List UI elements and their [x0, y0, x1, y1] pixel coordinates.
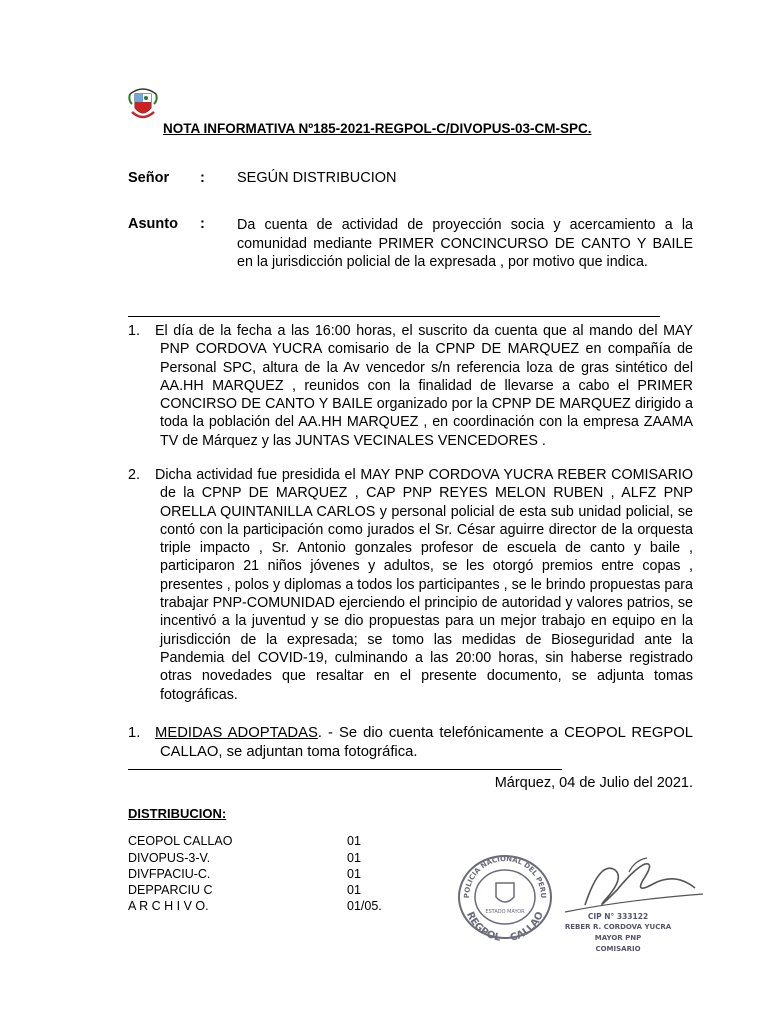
distribucion-row — [128, 834, 408, 851]
distribucion-name: DIVFPACIU-C. — [128, 867, 211, 881]
distribucion-qty: 01 — [347, 867, 361, 881]
svg-text:ESTADO MAYOR: ESTADO MAYOR — [485, 909, 525, 915]
distribucion-name: DEPPARCIU C — [128, 883, 213, 897]
signature-block — [548, 912, 688, 955]
medidas-item — [128, 724, 693, 762]
signature-cip: CIP N° 333122 — [587, 912, 649, 921]
document-date: Márquez, 04 de Julio del 2021. — [494, 775, 693, 791]
distribucion-row — [128, 899, 408, 916]
asunto-label: Asunto — [128, 216, 178, 232]
svg-text:POLICIA NACIONAL DEL PERU: POLICIA NACIONAL DEL PERU — [462, 854, 548, 899]
senor-label: Señor — [128, 170, 170, 186]
senor-colon: : — [200, 170, 205, 186]
distribucion-qty: 01 — [347, 883, 361, 897]
medidas-heading: MEDIDAS ADOPTADAS — [155, 725, 318, 741]
distribucion-qty: 01 — [347, 834, 361, 848]
item-number: 2. — [128, 467, 140, 483]
distribucion-qty: 01/05. — [347, 899, 382, 913]
medidas-text: . - Se dio cuenta telefónicamente a CEOPOL REGPOL CALLAO, se adjuntan toma fotográfica. — [160, 725, 693, 760]
distribucion-row — [128, 851, 408, 868]
senor-value: SEGÚN DISTRIBUCION — [237, 170, 397, 186]
distribucion-title: DISTRIBUCION: — [128, 806, 227, 821]
item-number: 1. — [128, 725, 141, 741]
signature-rank: MAYOR PNP — [594, 934, 642, 942]
svg-text:REGPOL - CALLAO: REGPOL - CALLAO — [464, 910, 546, 941]
distribucion-qty: 01 — [347, 851, 361, 865]
item-number: 1. — [128, 323, 140, 339]
item-text: El día de la fecha a las 16:00 horas, el suscrito da cuenta que al mando del MAY PNP CORDOVA YUCRA comisario de la CPNP DE MARQUEZ en compañía de Personal SPC, altura de la Av vencedor s/n referencia loza de gras sintético del AA.HH MARQUEZ , reunidos con la finalidad de llevarse a cabo el PRIMER CONCIRSO DE CANTO Y BAILE organizado por la CPNP DE MARQUEZ dirigido a toda la población del AA.HH MARQUEZ , en coordinación con la empresa ZAAMA TV de Márquez y las JUNTAS VECINALES VENCEDORES . — [155, 323, 693, 449]
distribucion-name: A R C H I V O. — [128, 899, 209, 913]
distribucion-name: DIVOPUS-3-V. — [128, 851, 211, 865]
signature-scribble — [555, 850, 705, 920]
asunto-colon: : — [200, 216, 205, 232]
separator-line — [128, 769, 562, 770]
paragraph-item — [128, 466, 693, 704]
item-text: Dicha actividad fue presidida el MAY PNP CORDOVA YUCRA REBER COMISARIO de la CPNP DE MARQUEZ , CAP PNP REYES MELON RUBEN , ALFZ PNP ORELLA QUINTANILLA CARLOS y personal policial de esta sub unidad policial, se contó con la participación como jurados el Sr. César aguirre director de la orquesta triple impacto , Sr. Antonio gonzales profesor de escuela de canto y baile , participaron 21 niños jóvenes y adultos, se les otorgó premios entre copas , presentes , polos y diplomas a todos los participantes , se le brindo propuestas para trabajar PNP-COMUNIDAD ejerciendo el principio de autoridad y valores patrios, se incentivó a la juventud y se dio propuestas para un mejor trabajo en equipo en la jurisdicción de la expresada; se tomo las medidas de Bioseguridad ante la Pandemia del COVID-19, culminando a las 20:00 horas, sin haberse registrado otras novedades que resaltar en el presente documento, se adjunta tomas fotográficas. — [155, 467, 693, 703]
distribucion-name: CEOPOL CALLAO — [128, 834, 233, 848]
separator-line — [128, 316, 660, 317]
distribucion-row — [128, 867, 408, 884]
signature-name: REBER R. CORDOVA YUCRA — [564, 923, 672, 931]
signature-role: COMISARIO — [595, 945, 641, 953]
police-seal-stamp — [455, 853, 555, 941]
document-title: NOTA INFORMATIVA Nº185-2021-REGPOL-C/DIVOPUS-03-CM-SPC. — [163, 121, 592, 136]
paragraph-item — [128, 322, 693, 450]
distribucion-row — [128, 883, 408, 900]
coat-of-arms-icon — [126, 86, 160, 122]
asunto-value: Da cuenta de actividad de proyección socia y acercamiento a la comunidad mediante PRIMER CONCINCURSO DE CANTO Y BAILE en la jurisdicción policial de la expresada , por motivo que indica. — [237, 217, 693, 271]
